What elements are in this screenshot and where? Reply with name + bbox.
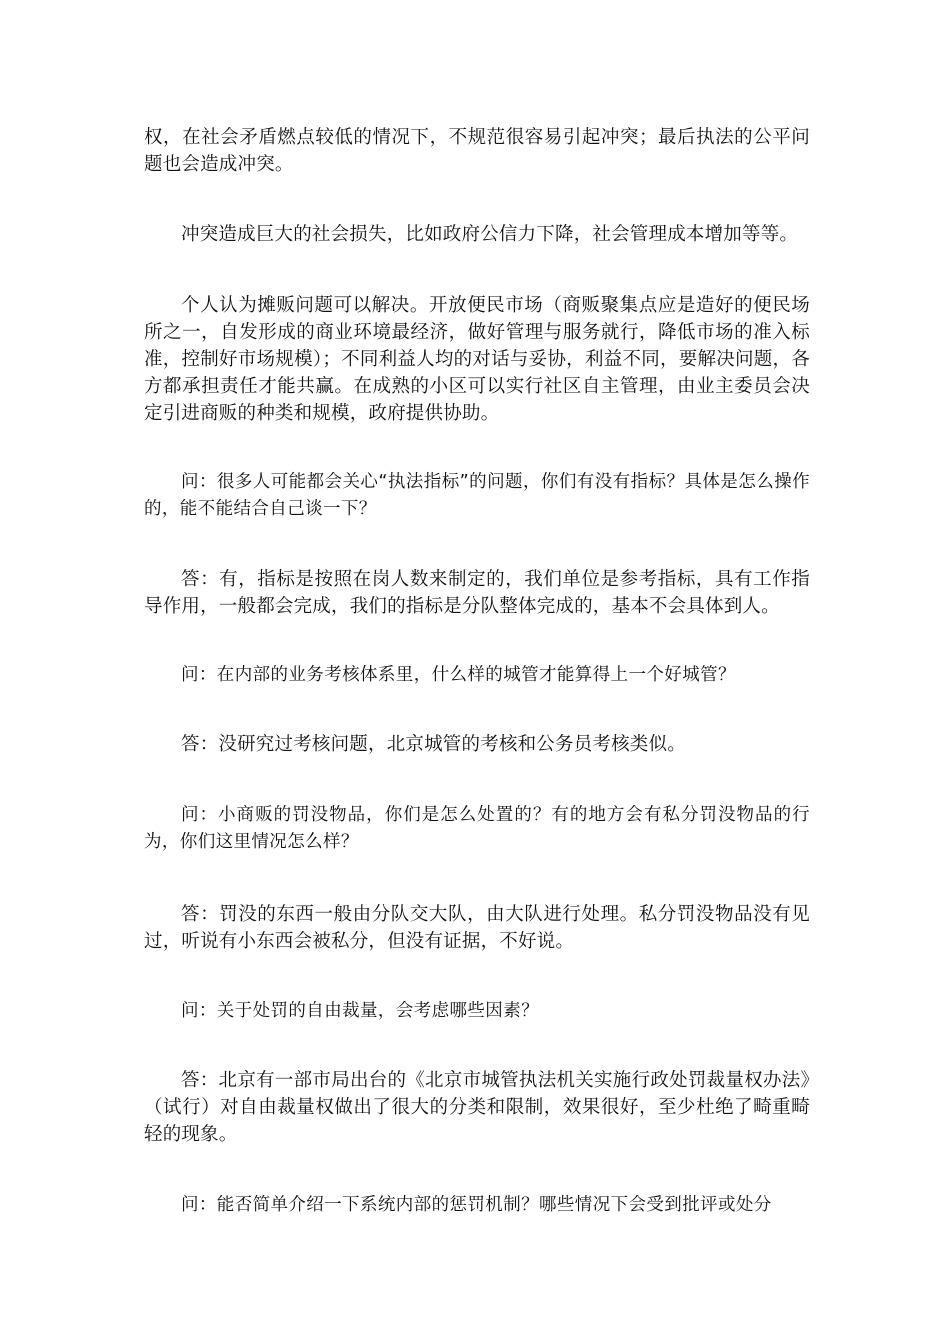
paragraph-vendor-solution: 个人认为摊贩问题可以解决。开放便民市场（商贩聚集点应是造好的便民场所之一，自发形成的商业环境最经济，做好管理与服务就行，降低市场的准入标准，控制好市场规模）；不同利益人均的对话与妥协，利益不同，要解决问题，各方都承担责任才能共赢。在成熟的小区可以实行社区自主管理，由业主委员会决定引进商贩的种类和规模，政府提供协助。 — [144, 295, 810, 424]
answer-enforcement-quota: 答：有，指标是按照在岗人数来制定的，我们单位是参考指标，具有工作指导作用，一般都会完成，我们的指标是分队整体完成的，基本不会具体到人。 — [144, 569, 810, 617]
question-confiscated-items: 问：小商贩的罚没物品，你们是怎么处置的？有的地方会有私分罚没物品的行为，你们这里情况怎么样？ — [144, 805, 810, 852]
question-discretion: 问：关于处罚的自由裁量，会考虑哪些因素？ — [181, 1001, 539, 1021]
paragraph-conflict-losses: 冲突造成巨大的社会损失，比如政府公信力下降，社会管理成本增加等等。 — [181, 224, 799, 245]
answer-good-officer: 答：没研究过考核问题，北京城管的考核和公务员考核类似。 — [181, 734, 686, 755]
answer-confiscated-items: 答：罚没的东西一般由分队交大队，由大队进行处理。私分罚没物品没有见过，听说有小东西会被私分，但没有证据，不好说。 — [144, 904, 810, 952]
question-punishment-mechanism: 问：能否简单介绍一下系统内部的惩罚机制？哪些情况下会受到批评或处分 — [181, 1195, 772, 1215]
question-enforcement-quota: 问：很多人可能都会关心“执法指标”的问题，你们有没有指标？具体是怎么操作的，能不能结合自己谈一下？ — [144, 472, 810, 519]
answer-discretion: 答：北京有一部市局出台的《北京市城管执法机关实施行政处罚裁量权办法》（试行）对自由裁量权做出了很大的分类和限制，效果很好，至少杜绝了畸重畸轻的现象。 — [144, 1070, 810, 1145]
question-good-officer: 问：在内部的业务考核体系里，什么样的城管才能算得上一个好城管？ — [181, 665, 736, 685]
paragraph-continuation: 权，在社会矛盾燃点较低的情况下，不规范很容易引起冲突；最后执法的公平问题也会造成冲突。 — [144, 127, 810, 175]
